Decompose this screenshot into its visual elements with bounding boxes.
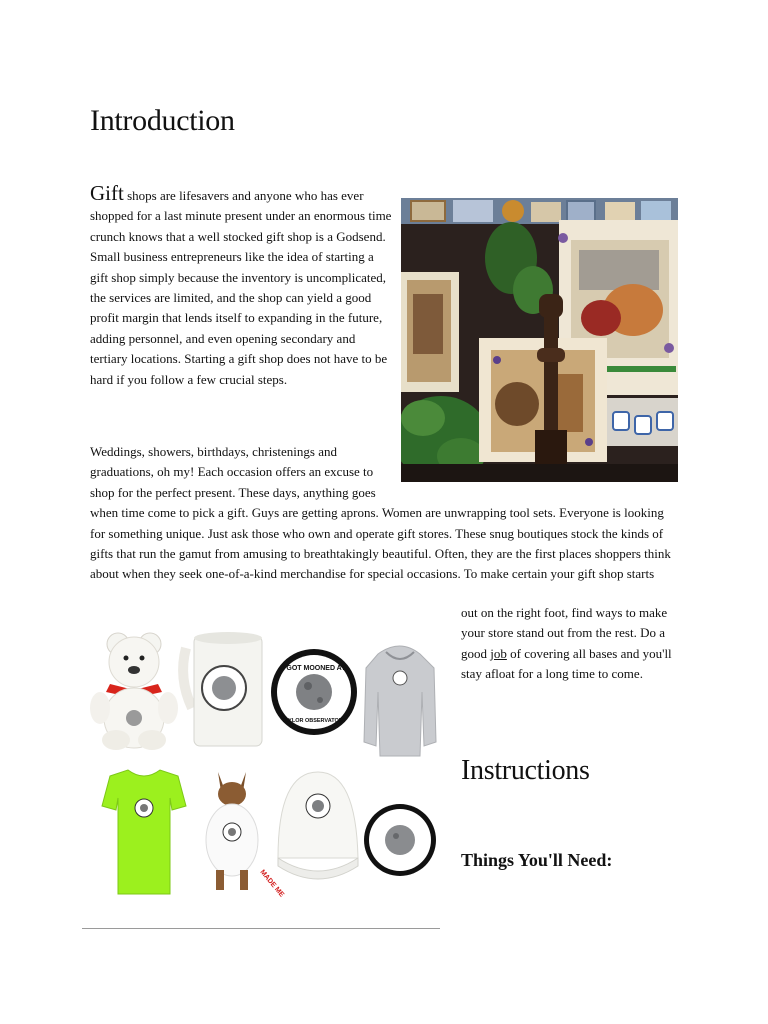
teddy-bear-item bbox=[90, 633, 178, 750]
green-tshirt-item bbox=[102, 770, 186, 894]
gift-dropcap-word: Gift bbox=[90, 181, 124, 205]
intro-paragraph-3 bbox=[461, 603, 683, 685]
intro-paragraph-3-text: out on the right foot, find ways to make your store stand out from the rest. Do a good bbox=[461, 605, 668, 661]
coffee-mug-item bbox=[183, 632, 262, 746]
hoodie-item bbox=[364, 646, 436, 756]
gift-shop-illustration bbox=[401, 198, 678, 482]
merchandise-illustration bbox=[82, 622, 440, 904]
round-magnet-item bbox=[364, 804, 436, 876]
button-text: I GOT MOONED AT bbox=[282, 665, 346, 672]
horizontal-divider bbox=[82, 928, 440, 929]
instructions-heading: Instructions bbox=[461, 755, 590, 786]
intro-paragraph-1-text: shops are lifesavers and anyone who has ever shopped for a last minute present under an enormous time crunch knows that a well stocked gift shop is a Godsend. Small business entrepreneurs like the idea of starting a gift shop simply because the inventory is uncomplicated, the services are limited, and the shop can yield a good profit margin that lends itself to expanding in the future, adding personnel, and even opening secondary and tertiary locations. Starting a gift shop does not have to be hard if you follow a few crucial steps. bbox=[90, 188, 392, 387]
intro-paragraph-1 bbox=[90, 183, 392, 390]
photo-wrap-spacer bbox=[381, 442, 678, 503]
gift-shop-photo bbox=[401, 198, 678, 482]
button-text-lower: TAYLOR OBSERVATORY bbox=[281, 718, 347, 724]
intro-paragraph-2 bbox=[90, 442, 678, 585]
job-link[interactable]: job bbox=[490, 645, 507, 661]
moon-button-item bbox=[271, 649, 357, 735]
intro-paragraph-3-tail: of covering all bases and you'll stay afloat for a long time to come. bbox=[461, 645, 672, 682]
intro-paragraph-2-text: Weddings, showers, birthdays, christenings and graduations, oh my! Each occasion offers an excuse to shop for the perfect present. These days, anything goes when time come to pick a gift. Guys are getting aprons. Women are unwrapping tool sets. Everyone is looking for something unique. Just ask those who own and operate gift stores. These snug boutiques stock the kinds of gifts that run the gamut from amusing to breathtakingly beautiful. Often, they are the first places shoppers think about when they seek one-of-a-kind merchandise for special occasions. To make certain your gift shop starts bbox=[90, 444, 671, 582]
dog-tag-text: MADE ME bbox=[258, 868, 286, 899]
things-needed-heading: Things You'll Need: bbox=[461, 850, 613, 870]
dog-shirt-item bbox=[206, 772, 285, 899]
merchandise-collage bbox=[82, 622, 440, 904]
introduction-heading: Introduction bbox=[90, 104, 235, 137]
baseball-cap-item bbox=[278, 772, 358, 879]
